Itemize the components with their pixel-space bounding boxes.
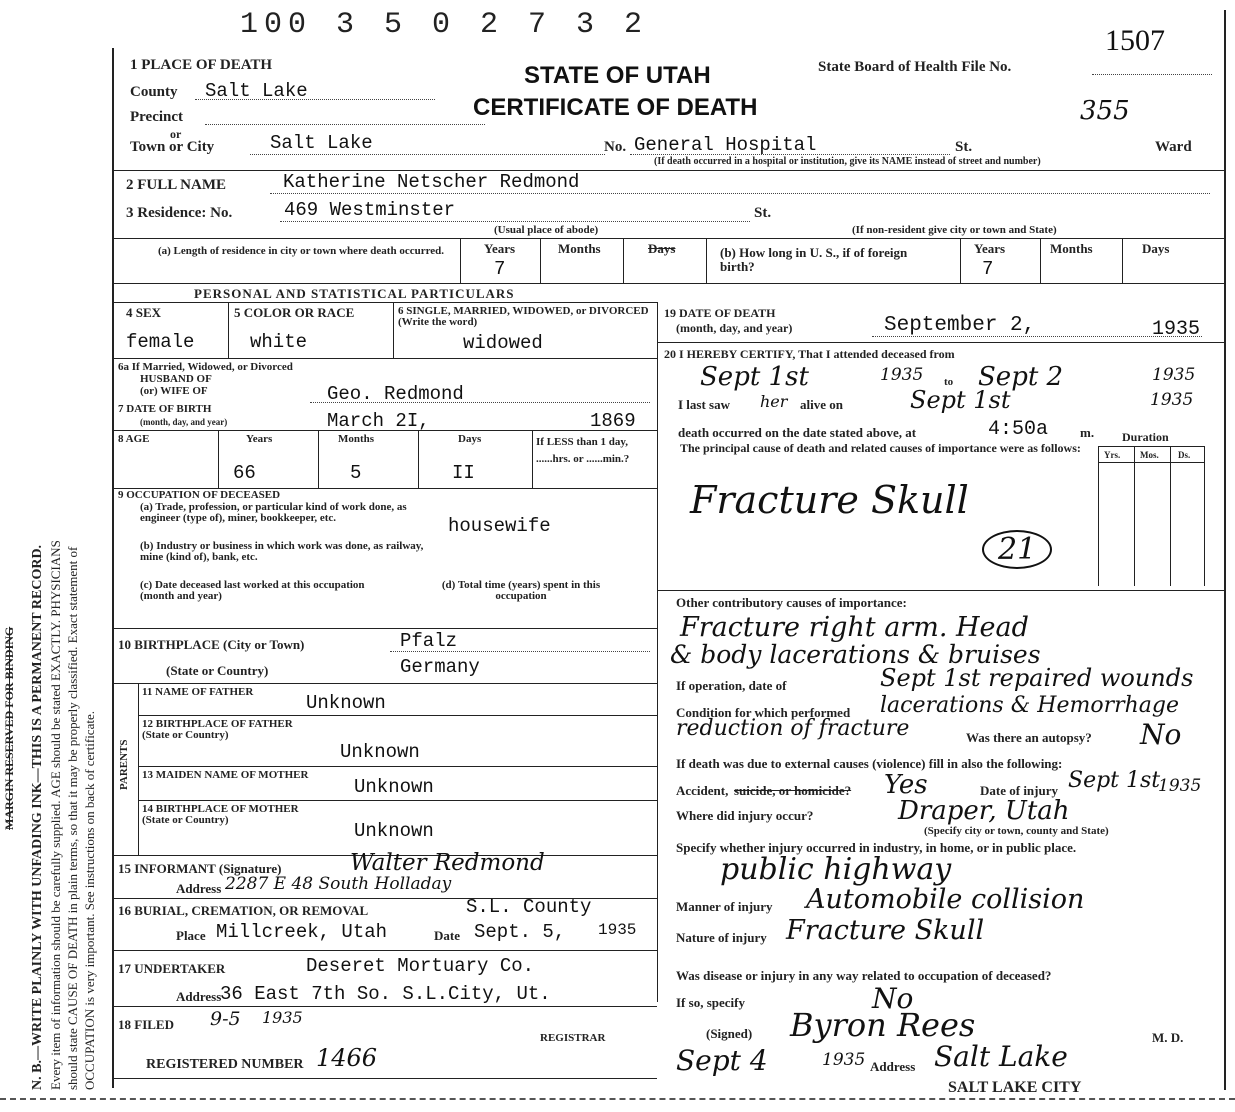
signed-year: 1935 xyxy=(822,1050,866,1070)
title-state: STATE OF UTAH xyxy=(524,62,711,89)
res-months-header: Months xyxy=(558,241,601,256)
birthplace-state-label: (State or Country) xyxy=(166,663,269,678)
death-time-value: 4:50a xyxy=(988,418,1049,441)
marital-value: widowed xyxy=(463,332,543,354)
condition-label: Condition for which performed xyxy=(676,705,851,720)
mother-label: 13 MAIDEN NAME OF MOTHER xyxy=(142,769,309,781)
sex-label: 4 SEX xyxy=(126,305,162,320)
informant-address-label: Address xyxy=(176,881,222,896)
occupation-c: (c) Date deceased last worked at this occupation (month and year) xyxy=(140,579,365,602)
father-value: Unknown xyxy=(306,692,386,714)
age-less-label: If LESS than 1 day, ......hrs. or ......min.? xyxy=(536,436,630,465)
res-days-header: Days xyxy=(648,241,676,256)
manner-label: Manner of injury xyxy=(676,899,773,914)
sex-value: female xyxy=(126,331,195,353)
registered-number: 1466 xyxy=(316,1044,378,1072)
parents-side-label: PARENTS xyxy=(118,739,130,790)
occupation-b: (b) Industry or business in which work was done, as railway, mine (kind of), bank, etc. xyxy=(140,540,424,563)
physician-address-label: Address xyxy=(870,1059,916,1074)
operation-label: If operation, date of xyxy=(676,678,787,693)
specify-label: Specify whether injury occurred in industry, in home, or in public place. xyxy=(676,840,1077,855)
cause-label: The principal cause of death and related causes of importance were as follows: xyxy=(680,441,1081,455)
registered-label: REGISTERED NUMBER xyxy=(146,1057,304,1072)
residence-value: 469 Westminster xyxy=(284,199,456,221)
side-note-1: N. B.—WRITE PLAINLY WITH UNFADING INK—THIS IS A PERMANENT RECORD. xyxy=(30,544,45,1090)
operation-value: Sept 1st repaired wounds xyxy=(880,664,1194,692)
suicide-label: suicide, or homicide? xyxy=(734,783,852,798)
undertaker-address-label: Address xyxy=(176,989,222,1004)
contributory-line2: & body lacerations & bruises xyxy=(670,640,1041,669)
name-label: 2 FULL NAME xyxy=(126,177,227,193)
alive-on-label: alive on xyxy=(800,397,843,412)
signed-label: (Signed) xyxy=(706,1026,753,1041)
certify-label: 20 I HEREBY CERTIFY, That I attended deceased from xyxy=(664,347,955,361)
race-label: 5 COLOR OR RACE xyxy=(234,305,355,320)
spouse-label-3: (or) WIFE OF xyxy=(140,385,208,397)
city-stamp: SALT LAKE CITY xyxy=(948,1079,1082,1096)
external-label: If death was due to external causes (violence) fill in also the following: xyxy=(676,756,1063,771)
burial-value: S.L. County xyxy=(466,896,592,918)
autopsy-value: No xyxy=(1140,718,1182,751)
condition-value-2: reduction of fracture xyxy=(676,716,910,741)
res-years-value: 7 xyxy=(494,258,506,280)
manner-value: Automobile collision xyxy=(806,884,1085,915)
physician-signature: Byron Rees xyxy=(790,1006,976,1044)
age-months-header: Months xyxy=(338,433,375,445)
where-label: Where did injury occur? xyxy=(676,808,814,823)
occupation-value: housewife xyxy=(448,515,551,537)
place-header: 1 PLACE OF DEATH xyxy=(130,57,273,73)
death-time-label: death occurred on the date stated above, at xyxy=(678,425,917,440)
injury-date-value: Sept 1st xyxy=(1068,768,1161,793)
spouse-label-2: HUSBAND OF xyxy=(140,373,212,385)
informant-address: 2287 E 48 South Holladay xyxy=(225,874,452,894)
alive-on-value: Sept 1st xyxy=(910,386,1011,414)
spouse-value: Geo. Redmond xyxy=(327,383,464,405)
race-value: white xyxy=(250,331,308,353)
residence-st-label: St. xyxy=(754,205,772,221)
mos-header: Mos. xyxy=(1140,450,1159,460)
birthplace-label: 10 BIRTHPLACE (City or Town) xyxy=(118,637,305,652)
birth-value: March 2I, xyxy=(327,410,430,432)
contributory-label: Other contributory causes of importance: xyxy=(676,595,907,610)
birth-label: 7 DATE OF BIRTH xyxy=(118,403,212,415)
duration-header: Duration xyxy=(1122,430,1169,444)
or-label: or xyxy=(170,127,182,141)
burial-place: Millcreek, Utah xyxy=(216,921,388,943)
burial-place-label: Place xyxy=(176,928,206,943)
us-months-header: Months xyxy=(1050,241,1093,256)
side-margin-note: MARGIN RESERVED FOR BINDING xyxy=(2,626,16,830)
accident-value: Yes xyxy=(884,770,928,800)
age-months-value: 5 xyxy=(350,462,362,484)
side-note-3: should state CAUSE OF DEATH in plain terms, so that it may be properly classified. Exact statement of xyxy=(65,546,80,1090)
name-value: Katherine Netscher Redmond xyxy=(283,171,580,193)
residence-label: 3 Residence: No. xyxy=(126,205,233,221)
left-border xyxy=(112,48,114,1088)
filed-year: 1935 xyxy=(262,1008,303,1027)
mother-value: Unknown xyxy=(354,776,434,798)
informant-signature: Walter Redmond xyxy=(350,850,545,876)
birth-sub: (month, day, and year) xyxy=(140,417,228,427)
burial-date-label: Date xyxy=(434,928,460,943)
accident-label: Accident, xyxy=(676,783,729,798)
last-saw-pronoun: her xyxy=(760,392,788,411)
serial-number: 100 3 5 0 2 7 3 2 xyxy=(240,8,649,42)
age-label: 8 AGE xyxy=(118,433,150,445)
hospital-note: (If death occurred in a hospital or institution, give its NAME instead of street and number) xyxy=(654,156,1041,167)
physician-address: Salt Lake xyxy=(934,1040,1068,1073)
disease-value: No xyxy=(872,982,914,1015)
contributory-line1: Fracture right arm. Head xyxy=(680,612,1029,643)
usual-note: (Usual place of abode) xyxy=(494,224,599,236)
cause-code: 21 xyxy=(982,530,1052,569)
md-label: M. D. xyxy=(1152,1030,1184,1045)
age-years-header: Years xyxy=(246,433,273,445)
death-date-sub: (month, day, and year) xyxy=(676,321,793,335)
certify-to: Sept 2 xyxy=(978,362,1064,392)
occupation-a: (a) Trade, profession, or particular kind of work done, as engineer (type of), miner, bookkeeper, etc. xyxy=(140,501,407,524)
county-value: Salt Lake xyxy=(205,80,308,102)
mother-bp-value: Unknown xyxy=(354,820,434,842)
certify-from: Sept 1st xyxy=(700,362,809,392)
nonres-note: (If non-resident give city or town and State) xyxy=(852,224,1057,236)
burial-year: 1935 xyxy=(598,921,637,939)
corner-number: 1507 xyxy=(1105,24,1165,57)
burial-date: Sept. 5, xyxy=(474,921,566,943)
burial-label: 16 BURIAL, CREMATION, OR REMOVAL xyxy=(118,903,369,918)
bottom-edge xyxy=(0,1098,1235,1100)
board-file-label: State Board of Health File No. xyxy=(818,59,1012,75)
side-note-2: Every item of information should be carefully supplied. AGE should be stated EXACTLY. PHYSICIANS xyxy=(48,540,63,1090)
marital-label: 6 SINGLE, MARRIED, WIDOWED, or DIVORCED (Write the word) xyxy=(398,305,649,328)
personal-header: PERSONAL AND STATISTICAL PARTICULARS xyxy=(194,286,515,301)
death-date-year: 1935 xyxy=(1152,318,1201,341)
stamped-number: 355 xyxy=(1080,96,1130,126)
side-note-4: OCCUPATION is very important. See instructions on back of certificate. xyxy=(82,711,97,1090)
filed-value: 9-5 xyxy=(210,1008,241,1030)
injury-date-label: Date of injury xyxy=(980,783,1058,798)
hospital-value: General Hospital xyxy=(634,134,817,156)
father-bp-value: Unknown xyxy=(340,741,420,763)
ds-header: Ds. xyxy=(1178,450,1191,460)
undertaker-label: 17 UNDERTAKER xyxy=(118,961,226,976)
us-label: (b) How long in U. S., if of foreign birth? xyxy=(720,245,908,274)
birthplace-country: Germany xyxy=(400,656,480,678)
disease-label: Was disease or injury in any way related to occupation of deceased? xyxy=(676,968,1052,983)
age-days-header: Days xyxy=(458,433,482,445)
filed-label: 18 FILED xyxy=(118,1017,174,1032)
county-label: County xyxy=(130,84,178,100)
certify-to-label: to xyxy=(944,376,954,388)
res-years-header: Years xyxy=(484,241,516,256)
nature-value: Fracture Skull xyxy=(786,915,985,946)
specify-value: public highway xyxy=(720,852,952,887)
m-label: m. xyxy=(1080,425,1095,440)
occupation-label: 9 OCCUPATION OF DECEASED xyxy=(118,489,281,501)
mother-bp-label: 14 BIRTHPLACE OF MOTHER (State or Country) xyxy=(142,803,299,826)
occupation-d: (d) Total time (years) spent in this occupation xyxy=(441,579,601,602)
us-days-header: Days xyxy=(1142,241,1170,256)
st-label: St. xyxy=(955,139,973,155)
alive-on-year: 1935 xyxy=(1150,390,1194,410)
father-label: 11 NAME OF FATHER xyxy=(142,686,254,698)
certify-from-year: 1935 xyxy=(880,365,924,385)
signed-date: Sept 4 xyxy=(676,1044,768,1077)
birthplace-city: Pfalz xyxy=(400,630,458,652)
age-days-value: II xyxy=(452,462,475,484)
autopsy-label: Was there an autopsy? xyxy=(966,730,1092,745)
specify-if-so-label: If so, specify xyxy=(676,995,745,1010)
precinct-label: Precinct xyxy=(130,109,184,125)
ward-label: Ward xyxy=(1155,139,1192,155)
death-date-value: September 2, xyxy=(884,314,1036,337)
last-saw-label: I last saw xyxy=(678,397,731,412)
undertaker-value: Deseret Mortuary Co. xyxy=(306,955,535,977)
birth-year: 1869 xyxy=(590,410,636,432)
cause-value: Fracture Skull xyxy=(690,478,969,522)
length-label: (a) Length of residence in city or town where death occurred. xyxy=(157,245,445,257)
injury-date-year: 1935 xyxy=(1158,776,1202,796)
spouse-label-1: 6a If Married, Widowed, or Divorced xyxy=(118,361,293,373)
condition-value: lacerations & Hemorrhage xyxy=(880,693,1180,718)
right-border xyxy=(1224,10,1226,1090)
no-label: No. xyxy=(604,139,627,155)
age-years-value: 66 xyxy=(233,462,256,484)
yrs-header: Yrs. xyxy=(1104,450,1121,460)
town-label: Town or City xyxy=(130,139,215,155)
informant-label: 15 INFORMANT (Signature) xyxy=(118,861,282,876)
certify-to-year: 1935 xyxy=(1152,365,1196,385)
father-bp-label: 12 BIRTHPLACE OF FATHER (State or Country) xyxy=(142,718,293,741)
town-value: Salt Lake xyxy=(270,132,373,154)
where-value: Draper, Utah xyxy=(898,796,1070,826)
registrar-label: REGISTRAR xyxy=(540,1032,606,1044)
title-certificate: CERTIFICATE OF DEATH xyxy=(473,94,758,121)
death-date-label: 19 DATE OF DEATH xyxy=(664,306,776,320)
nature-label: Nature of injury xyxy=(676,930,767,945)
us-years-value: 7 xyxy=(982,258,994,280)
us-years-header: Years xyxy=(974,241,1006,256)
where-note: (Specify city or town, county and State) xyxy=(924,825,1109,837)
undertaker-address: 36 East 7th So. S.L.City, Ut. xyxy=(220,983,551,1005)
